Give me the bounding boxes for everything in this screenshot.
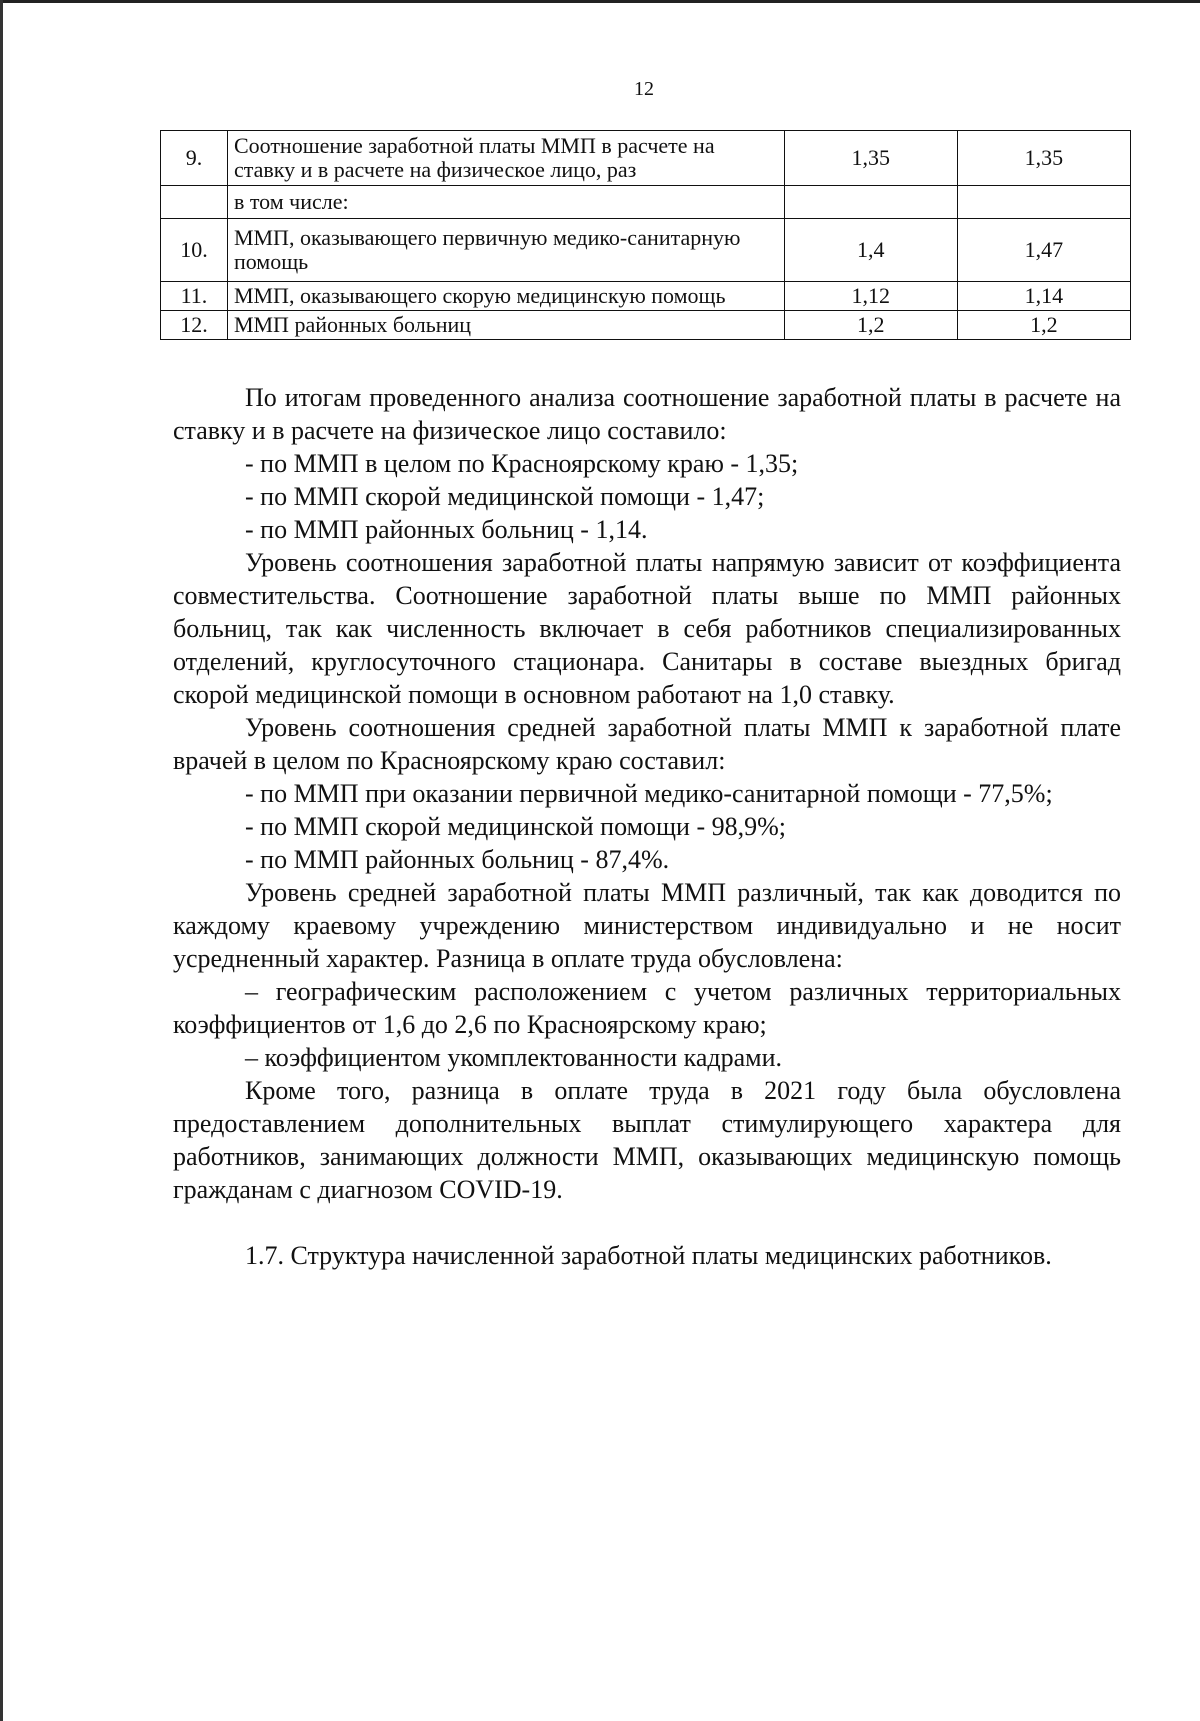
row-value-1 [784,186,957,219]
row-label: в том числе: [227,186,784,219]
list-item: - по ММП районных больниц - 87,4%. [245,845,670,874]
table-row [161,186,1131,219]
list-item: - по ММП в целом по Красноярскому краю - 1,35; [245,449,799,478]
list-item: - по ММП районных больниц - 1,14. [245,515,648,544]
scan-border-top [0,0,1200,3]
paragraph: Кроме того, разница в оплате труда в 2021 году была обусловлена предоставлением дополнительных выплат стимулирующего характера для работников, занимающих должности ММП, оказывающих медицинскую помощь гражданам с диагнозом COVID-19. [173,1076,1121,1204]
table-row [161,131,1131,186]
row-number: 11. [161,282,228,311]
page-number: 12 [634,78,654,100]
row-value-1: 1,2 [784,311,957,340]
table-row [161,219,1131,282]
body-text [173,381,1121,1272]
table-row [161,282,1131,311]
row-value-2: 1,14 [957,282,1130,311]
row-value-1: 1,12 [784,282,957,311]
row-number: 12. [161,311,228,340]
table-row [161,311,1131,340]
paragraph: Уровень соотношения средней заработной платы ММП к заработной плате врачей в целом по Красноярскому краю составил: [173,713,1121,775]
list-item: - по ММП скорой медицинской помощи - 98,9%; [245,812,786,841]
scan-border-left [0,0,3,1721]
row-number: 9. [161,131,228,186]
paragraph: Уровень средней заработной платы ММП различный, так как доводится по каждому краевому учреждению министерством индивидуально и не носит усредненный характер. Разница в оплате труда обусловлена: [173,878,1121,973]
row-number: 10. [161,219,228,282]
row-value-2: 1,47 [957,219,1130,282]
row-label: ММП районных больниц [227,311,784,340]
paragraph: Уровень соотношения заработной платы напрямую зависит от коэффициента совместительства. Соотношение заработной платы выше по ММП районных больниц, так как численность включает в себя работников специализированных отделений, круглосуточного стационара. Санитары в составе выездных бригад скорой медицинской помощи в основном работают на 1,0 ставку. [173,548,1121,709]
section-heading: 1.7. Структура начисленной заработной платы медицинских работников. [245,1241,1052,1270]
row-number [161,186,228,219]
list-item: - по ММП при оказании первичной медико-санитарной помощи - 77,5%; [245,779,1053,808]
row-label: ММП, оказывающего первичную медико-санитарную помощь [227,219,784,282]
row-label: ММП, оказывающего скорую медицинскую помощь [227,282,784,311]
row-value-1: 1,4 [784,219,957,282]
list-item: - по ММП скорой медицинской помощи - 1,47; [245,482,765,511]
list-item: – географическим расположением с учетом различных территориальных коэффициентов от 1,6 до 2,6 по Красноярскому краю; [173,977,1121,1039]
row-value-2: 1,35 [957,131,1130,186]
row-label: Соотношение заработной платы ММП в расчете на ставку и в расчете на физическое лицо, раз [227,131,784,186]
list-item: – коэффициентом укомплектованности кадрами. [245,1043,783,1072]
row-value-2: 1,2 [957,311,1130,340]
paragraph: По итогам проведенного анализа соотношение заработной платы в расчете на ставку и в расчете на физическое лицо составило: [173,383,1121,445]
row-value-2 [957,186,1130,219]
row-value-1: 1,35 [784,131,957,186]
salary-ratio-table [160,130,1131,340]
